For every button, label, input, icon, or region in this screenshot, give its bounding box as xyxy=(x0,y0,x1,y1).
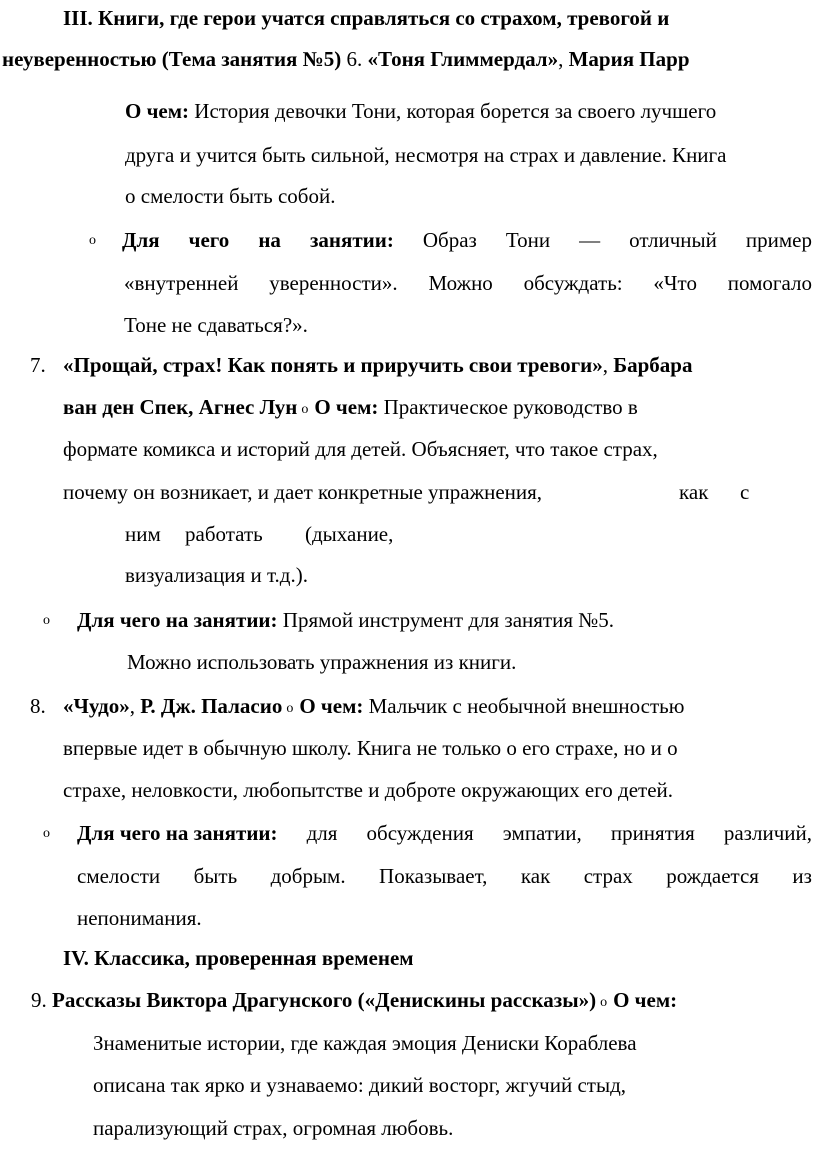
item9-book-title: Рассказы Виктора Драгунского («Денискины рассказы») xyxy=(52,988,597,1012)
item7-about-text-1: Практическое руководство в xyxy=(378,395,638,419)
item7-about-line2: формате комикса и историй для детей. Объясняет, что такое страх, xyxy=(63,437,658,461)
item8-author: Р. Дж. Паласио xyxy=(140,694,283,718)
item8-about-line2: впервые идет в обычную школу. Книга не только о его страхе, но и о xyxy=(63,736,678,760)
item6-purpose-word: занятии: xyxy=(309,228,394,252)
item7-author-part1: Барбара xyxy=(613,353,693,377)
item8-purpose-label: Для чего на занятии: xyxy=(77,821,278,845)
item6-comma: , xyxy=(558,47,569,71)
item6-purpose-line2 xyxy=(124,273,812,294)
item7-author-part2: ван ден Спек, Агнес Лун xyxy=(63,395,298,419)
item6-number: 6. xyxy=(341,47,368,71)
section-heading-3-line1: III. Книги, где герои учатся справляться со страхом, тревогой и xyxy=(63,6,670,30)
item6-purpose-word: пример xyxy=(745,228,812,252)
item8-purpose-bullet-icon: o xyxy=(43,826,50,841)
item8-purpose-word: Показывает, xyxy=(379,864,488,888)
item7-about-line4c: (дыхание, xyxy=(305,522,394,546)
item8-purpose-word: принятия xyxy=(610,821,695,845)
item6-purpose-word: чего xyxy=(188,228,230,252)
item6-purpose-word: «Что xyxy=(653,271,697,295)
item8-purpose-word: обсуждения xyxy=(366,821,474,845)
item6-purpose-word: помогало xyxy=(727,271,812,295)
item7-purpose-bullet-icon: o xyxy=(43,613,50,628)
item9-about-line3: парализующий страх, огромная любовь. xyxy=(93,1116,454,1140)
item8-purpose-word: смелости xyxy=(77,864,161,888)
item9-number: 9. xyxy=(31,988,47,1012)
item8-purpose-word: из xyxy=(792,864,812,888)
item6-purpose-word: Для xyxy=(122,228,160,252)
item6-about-line2: друга и учится быть сильной, несмотря на страх и давление. Книга xyxy=(125,143,727,167)
item8-book-title: «Чудо» xyxy=(63,694,130,718)
item8-purpose-word: различий, xyxy=(723,821,812,845)
item8-purpose-word: страх xyxy=(583,864,633,888)
item8-purpose-line3: непонимания. xyxy=(77,906,202,930)
item8-about-bullet-icon: o xyxy=(286,701,294,716)
item6-about-text-1: История девочки Тони, которая борется за своего лучшего xyxy=(189,99,717,123)
item6-purpose-word: Тони xyxy=(505,228,551,252)
item6-purpose-word: Можно xyxy=(428,271,493,295)
item6-book-title: «Тоня Глиммердал» xyxy=(367,47,559,71)
item6-about-label: О чем: xyxy=(125,99,190,123)
section-heading-3-line2 xyxy=(2,49,690,70)
item7-book-title: «Прощай, страх! Как понять и приручить свои тревоги» xyxy=(63,353,603,377)
item7-about-line5: визуализация и т.д.). xyxy=(125,563,308,587)
item9-about-label: О чем: xyxy=(613,988,678,1012)
item7-about-line4a: ним xyxy=(125,522,161,546)
item7-about-label: О чем: xyxy=(314,395,379,419)
item7-about-line4b: работать xyxy=(185,522,263,546)
item9-about-bullet-icon: o xyxy=(600,995,608,1010)
item6-purpose-word: «внутренней xyxy=(124,271,239,295)
item7-line1 xyxy=(63,355,692,376)
item7-purpose-label: Для чего на занятии: xyxy=(77,608,278,632)
item8-purpose-line1 xyxy=(77,823,812,844)
item8-purpose-word: добрым. xyxy=(270,864,346,888)
item8-purpose-word: рождается xyxy=(666,864,759,888)
item7-comma: , xyxy=(602,353,614,377)
item6-about-line3: о смелости быть собой. xyxy=(125,184,336,208)
item6-purpose-word: отличный xyxy=(629,228,717,252)
item7-about-line3-tail1: как xyxy=(679,480,709,504)
item6-author: Мария Парр xyxy=(568,47,690,71)
item7-number: 7. xyxy=(30,353,46,377)
item9-about-line2: описана так ярко и узнаваемо: дикий восторг, жгучий стыд, xyxy=(93,1073,626,1097)
item8-purpose-word: эмпатии, xyxy=(502,821,582,845)
item9-about-line1: Знаменитые истории, где каждая эмоция Дениски Кораблева xyxy=(93,1031,637,1055)
item6-purpose-word: обсуждать: xyxy=(523,271,623,295)
item6-purpose-word: Образ xyxy=(422,228,477,252)
item8-comma: , xyxy=(129,694,141,718)
item9-line1 xyxy=(31,990,677,1011)
item8-purpose-line2 xyxy=(77,866,812,887)
item7-line2 xyxy=(63,397,638,418)
item6-purpose-word: на xyxy=(258,228,281,252)
item6-about-line1 xyxy=(125,101,716,122)
item8-line1 xyxy=(63,696,684,717)
item8-about-text-1: Мальчик с необычной внешностью xyxy=(363,694,685,718)
item7-about-line3-tail2: с xyxy=(740,480,750,504)
section-heading-4: IV. Классика, проверенная временем xyxy=(63,946,414,970)
item7-about-line3: почему он возникает, и дает конкретные упражнения, xyxy=(63,480,543,504)
item7-purpose-line2: Можно использовать упражнения из книги. xyxy=(127,650,517,674)
item6-purpose-bullet-icon: o xyxy=(89,233,96,248)
item6-purpose-word: — xyxy=(579,228,601,252)
item7-about-bullet-icon: o xyxy=(301,402,309,417)
item8-purpose-word: как xyxy=(520,864,551,888)
item7-purpose-line1 xyxy=(77,610,614,631)
item6-purpose-word: уверенности». xyxy=(269,271,398,295)
item6-purpose-line3: Тоне не сдаваться?». xyxy=(124,313,308,337)
item6-purpose-line1 xyxy=(122,230,812,251)
item8-purpose-word: для xyxy=(306,821,338,845)
item8-number: 8. xyxy=(30,694,46,718)
item7-purpose-text: Прямой инструмент для занятия №5. xyxy=(277,608,615,632)
item8-about-line3: страхе, неловкости, любопытстве и доброте окружающих его детей. xyxy=(63,778,674,802)
item8-about-label: О чем: xyxy=(299,694,364,718)
section-heading-3-topic: неуверенностью (Тема занятия №5) xyxy=(2,47,342,71)
item8-purpose-word: быть xyxy=(193,864,238,888)
